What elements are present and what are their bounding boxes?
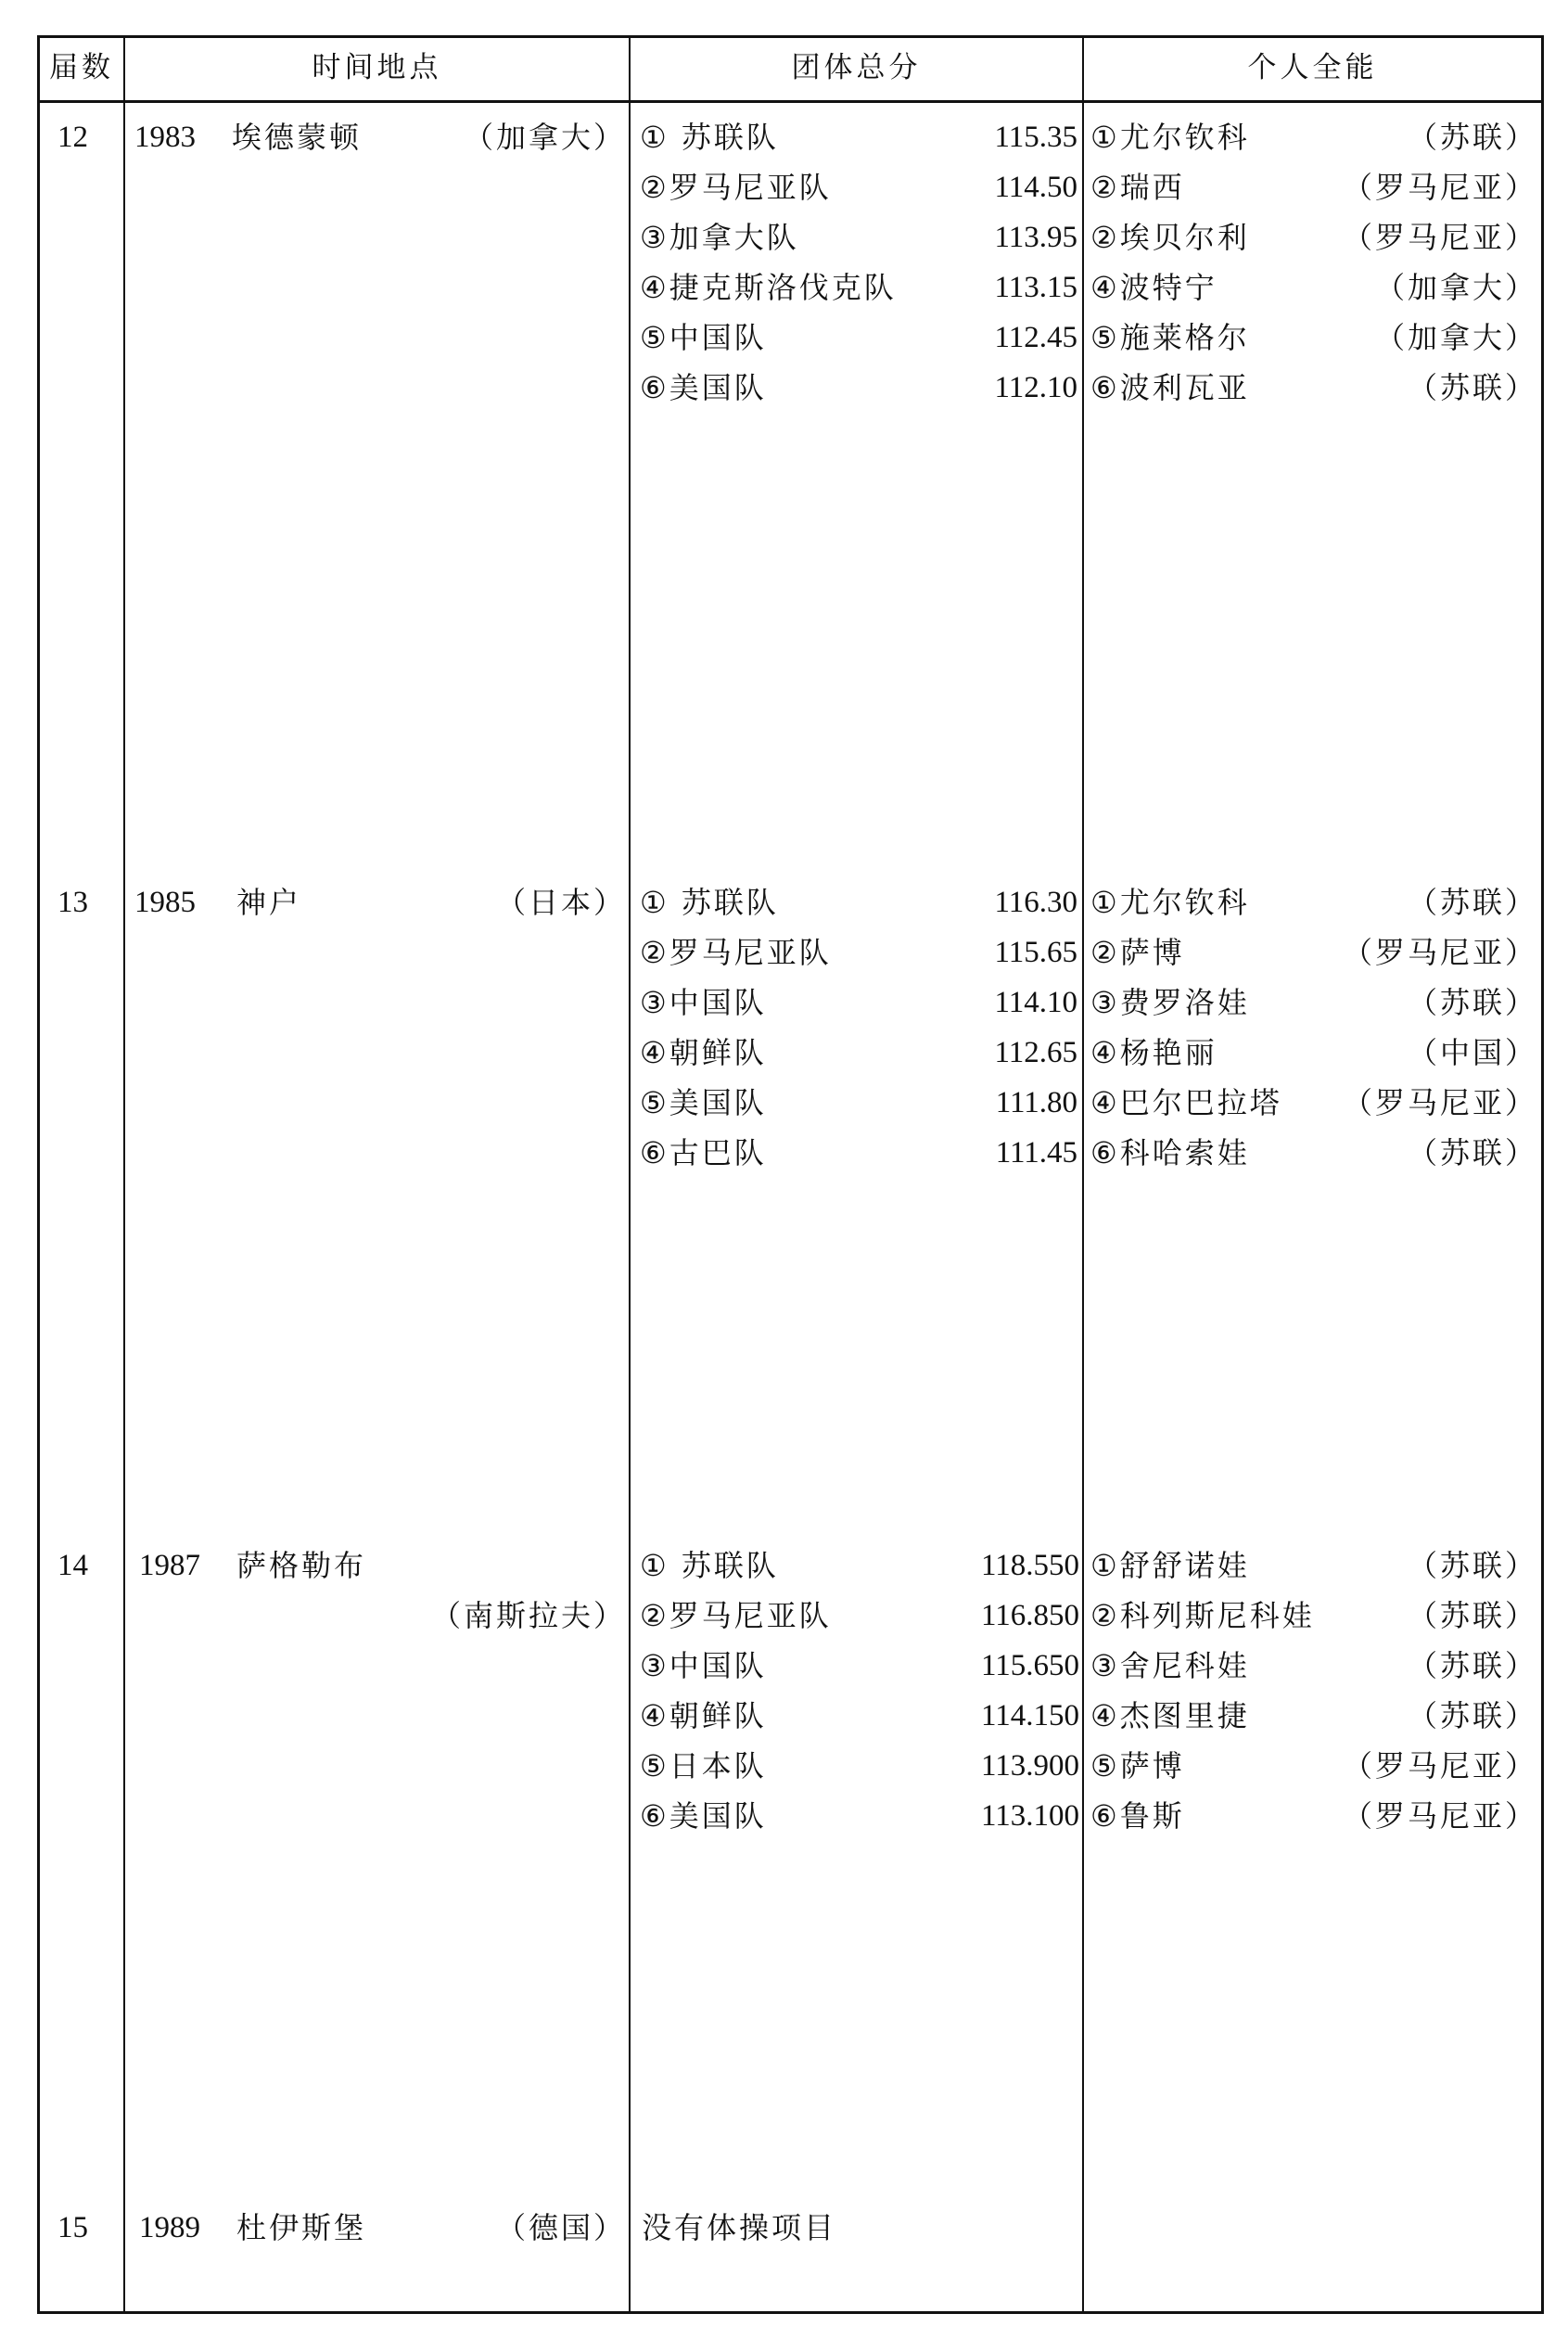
team-score: 115.650 <box>980 1649 1079 1682</box>
individual-rank-name: ④巴尔巴拉塔 <box>1090 1085 1282 1120</box>
individual-country: （苏联） <box>1407 1698 1537 1733</box>
individual-country: （罗马尼亚） <box>1342 1085 1537 1120</box>
individual-country: （苏联） <box>1407 985 1537 1020</box>
team-rank-name: ②罗马尼亚队 <box>640 170 832 205</box>
header-divider <box>37 100 1544 103</box>
individual-rank-name: ①尤尔钦科 <box>1090 120 1250 155</box>
individual-country: （罗马尼亚） <box>1342 1748 1537 1783</box>
individual-country: （苏联） <box>1407 1648 1537 1683</box>
individual-country: （苏联） <box>1407 370 1537 405</box>
team-rank-name: ④捷克斯洛伐克队 <box>640 270 897 305</box>
no-gymnastics-note: 没有体操项目 <box>642 2210 837 2245</box>
host-country: （日本） <box>495 885 626 920</box>
team-rank-name: ⑤中国队 <box>640 320 767 355</box>
team-score: 113.100 <box>980 1799 1079 1833</box>
individual-country: （苏联） <box>1407 1135 1537 1170</box>
team-rank-name: ⑤美国队 <box>640 1085 767 1120</box>
team-score: 111.80 <box>995 1086 1077 1119</box>
individual-rank-name: ⑤施莱格尔 <box>1090 320 1250 355</box>
individual-rank-name: ④波特宁 <box>1090 270 1217 305</box>
host-country: （南斯拉夫） <box>430 1598 626 1633</box>
team-score: 113.15 <box>994 271 1077 304</box>
city: 神户 <box>236 885 302 920</box>
individual-rank-name: ⑥波利瓦亚 <box>1090 370 1250 405</box>
individual-country: （苏联） <box>1407 885 1537 920</box>
city: 埃德蒙顿 <box>232 120 363 155</box>
individual-rank-name: ③费罗洛娃 <box>1090 985 1250 1020</box>
team-rank-name: ⑤日本队 <box>640 1748 767 1783</box>
team-rank-name: ③中国队 <box>640 985 767 1020</box>
team-score: 118.550 <box>980 1549 1079 1582</box>
team-rank-name: ① 苏联队 <box>640 120 779 155</box>
individual-rank-name: ①尤尔钦科 <box>1090 885 1250 920</box>
individual-rank-name: ③舍尼科娃 <box>1090 1648 1250 1683</box>
individual-country: （罗马尼亚） <box>1342 170 1537 205</box>
individual-rank-name: ①舒舒诺娃 <box>1090 1548 1250 1583</box>
edition-number: 12 <box>57 121 88 154</box>
individual-rank-name: ④杰图里捷 <box>1090 1698 1250 1733</box>
column-divider <box>1082 35 1084 2314</box>
individual-country: （中国） <box>1407 1035 1537 1070</box>
team-rank-name: ⑥美国队 <box>640 1798 767 1834</box>
team-score: 115.65 <box>994 936 1077 969</box>
city: 杜伊斯堡 <box>236 2210 367 2245</box>
individual-country: （加拿大） <box>1374 270 1537 305</box>
host-country: （德国） <box>495 2210 626 2245</box>
city: 萨格勒布 <box>236 1548 367 1583</box>
column-divider <box>123 35 125 2314</box>
individual-country: （苏联） <box>1407 1598 1537 1633</box>
individual-country: （罗马尼亚） <box>1342 220 1537 255</box>
year: 1985 <box>134 886 196 919</box>
team-rank-name: ④朝鲜队 <box>640 1035 767 1070</box>
individual-rank-name: ②瑞西 <box>1090 170 1185 205</box>
individual-country: （苏联） <box>1407 1548 1537 1583</box>
team-rank-name: ②罗马尼亚队 <box>640 935 832 970</box>
header-team-total: 团体总分 <box>791 51 922 84</box>
header-individual-allround: 个人全能 <box>1247 51 1378 84</box>
individual-country: （罗马尼亚） <box>1342 1798 1537 1834</box>
individual-country: （加拿大） <box>1374 320 1537 355</box>
individual-rank-name: ②科列斯尼科娃 <box>1090 1598 1315 1633</box>
year: 1983 <box>134 121 196 154</box>
team-score: 114.10 <box>994 986 1077 1019</box>
team-rank-name: ⑥美国队 <box>640 370 767 405</box>
individual-rank-name: ⑥科哈索娃 <box>1090 1135 1250 1170</box>
team-score: 111.45 <box>995 1136 1077 1170</box>
individual-country: （苏联） <box>1407 120 1537 155</box>
host-country: （加拿大） <box>463 120 626 155</box>
team-rank-name: ②罗马尼亚队 <box>640 1598 832 1633</box>
team-score: 112.10 <box>994 371 1077 404</box>
team-score: 113.95 <box>994 221 1077 254</box>
team-score: 114.150 <box>980 1699 1079 1732</box>
individual-rank-name: ②埃贝尔利 <box>1090 220 1250 255</box>
individual-rank-name: ②萨博 <box>1090 935 1185 970</box>
team-rank-name: ④朝鲜队 <box>640 1698 767 1733</box>
header-time-place: 时间地点 <box>312 51 442 84</box>
team-rank-name: ① 苏联队 <box>640 885 779 920</box>
team-score: 116.30 <box>994 886 1077 919</box>
team-score: 114.50 <box>994 171 1077 204</box>
individual-rank-name: ④杨艳丽 <box>1090 1035 1217 1070</box>
individual-rank-name: ⑥鲁斯 <box>1090 1798 1185 1834</box>
team-score: 112.45 <box>994 321 1077 354</box>
column-divider <box>629 35 631 2314</box>
team-score: 113.900 <box>980 1749 1079 1783</box>
header-edition: 届数 <box>49 51 114 84</box>
team-rank-name: ⑥古巴队 <box>640 1135 767 1170</box>
individual-rank-name: ⑤萨博 <box>1090 1748 1185 1783</box>
year: 1987 <box>139 1549 200 1582</box>
team-rank-name: ③加拿大队 <box>640 220 799 255</box>
individual-country: （罗马尼亚） <box>1342 935 1537 970</box>
team-score: 112.65 <box>994 1036 1077 1069</box>
team-score: 115.35 <box>994 121 1077 154</box>
edition-number: 13 <box>57 886 88 919</box>
team-rank-name: ③中国队 <box>640 1648 767 1683</box>
year: 1989 <box>139 2211 200 2244</box>
edition-number: 15 <box>57 2211 88 2244</box>
team-score: 116.850 <box>980 1599 1079 1632</box>
team-rank-name: ① 苏联队 <box>640 1548 779 1583</box>
table-border <box>37 35 1544 2314</box>
edition-number: 14 <box>57 1549 88 1582</box>
